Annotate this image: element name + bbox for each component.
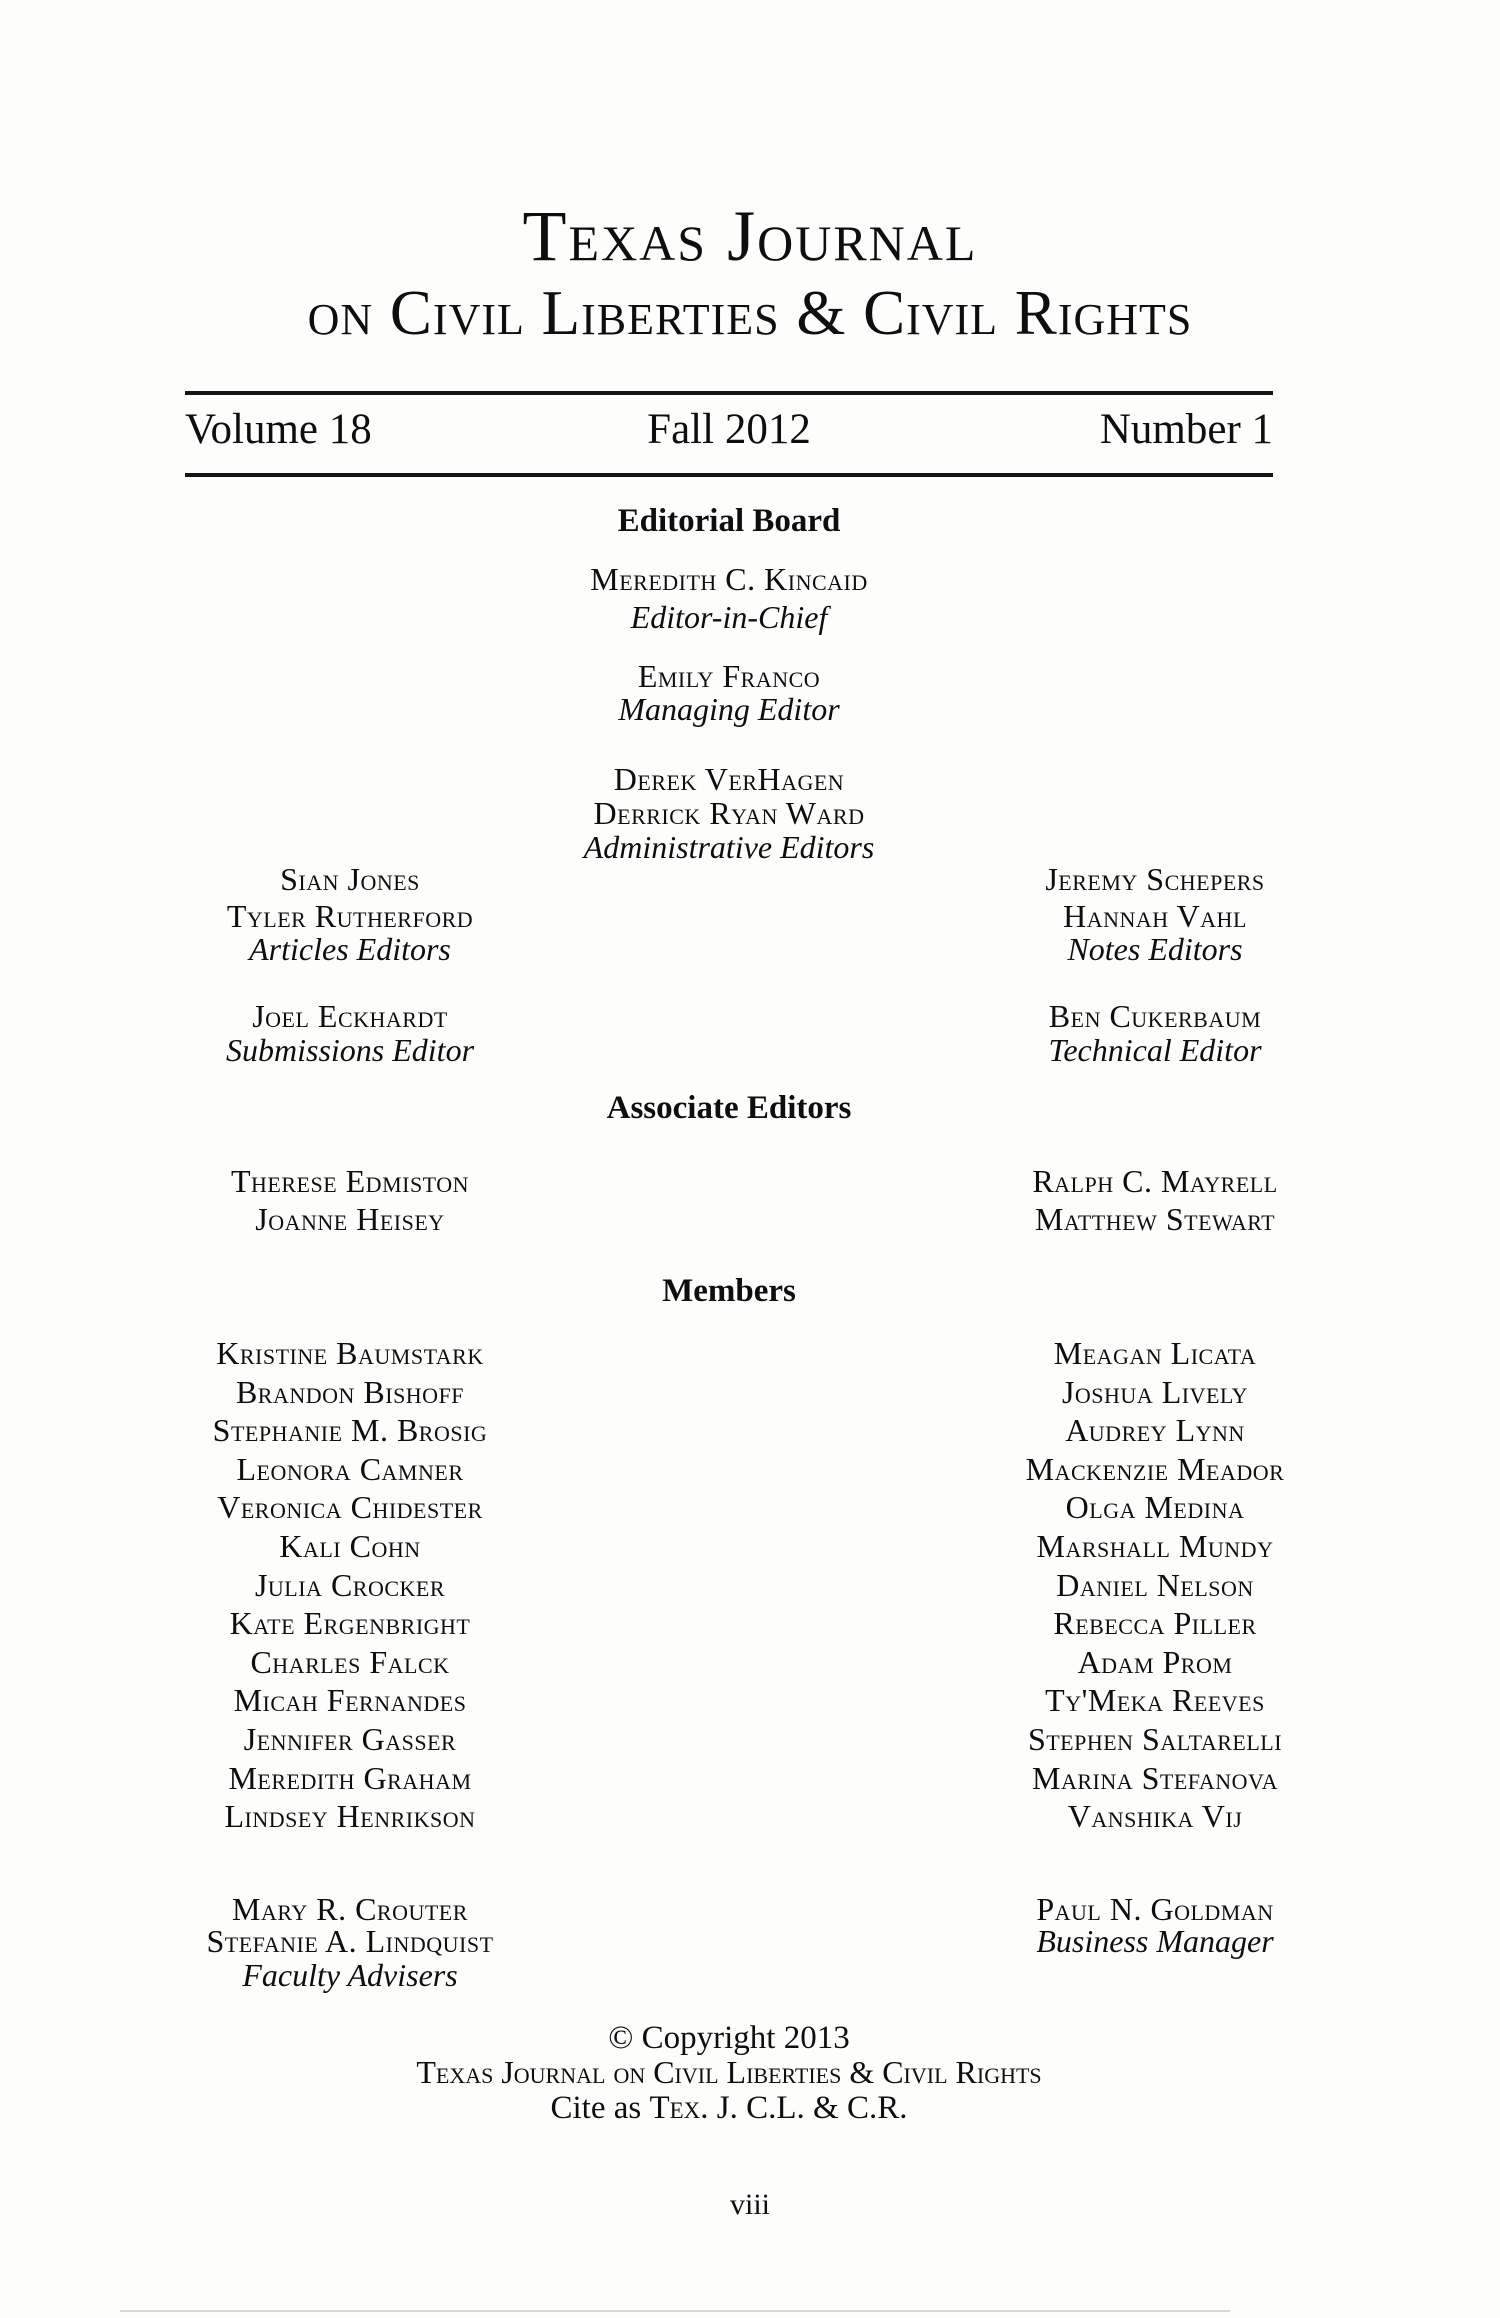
member-name: Julia Crocker xyxy=(254,1566,446,1603)
journal-title-line1: Texas Journal xyxy=(522,196,978,276)
member-name: Rebecca Piller xyxy=(1053,1605,1257,1642)
member-name: Leonora Camner xyxy=(236,1450,464,1487)
issue-bar-top-rule xyxy=(185,391,1273,395)
member-name: Vanshika Vij xyxy=(1067,1798,1243,1835)
member-name: Jennifer Gasser xyxy=(243,1720,457,1757)
members-right-column xyxy=(990,1334,1320,1836)
business-manager-name: Paul N. Goldman xyxy=(1036,1891,1274,1927)
member-name: Kate Ergenbright xyxy=(229,1605,471,1642)
journal-title-line2: on Civil Liberties & Civil Rights xyxy=(307,278,1193,348)
submissions-editor-name: Joel Eckhardt xyxy=(252,998,448,1034)
business-manager-role: Business Manager xyxy=(1036,1923,1274,1959)
member-name: Lindsey Henrikson xyxy=(224,1798,476,1835)
managing-editor-name: Emily Franco xyxy=(637,658,821,694)
citation-suffix: J. C.L. & C.R. xyxy=(708,2090,908,2126)
administrative-editors-role: Administrative Editors xyxy=(583,829,875,865)
member-name: Veronica Chidester xyxy=(217,1489,483,1526)
copyright-journal-name: Texas Journal on Civil Liberties & Civil Rights xyxy=(416,2054,1042,2090)
managing-editor-role: Managing Editor xyxy=(618,691,840,727)
member-name: Joshua Lively xyxy=(1061,1373,1249,1410)
member-name: Daniel Nelson xyxy=(1056,1566,1254,1603)
articles-editor-name: Sian Jones xyxy=(280,861,420,897)
notes-editor-name: Hannah Vahl xyxy=(1063,898,1247,934)
citation-prefix: Cite as xyxy=(550,2090,650,2126)
citation-line xyxy=(185,2090,1273,2126)
page-number: viii xyxy=(729,2188,770,2221)
articles-editor-name: Tyler Rutherford xyxy=(226,898,474,934)
members-left-column xyxy=(185,1334,515,1836)
member-name: Stephanie M. Brosig xyxy=(212,1412,488,1449)
member-name: Kali Cohn xyxy=(279,1527,421,1564)
member-name: Marina Stefanova xyxy=(1032,1759,1278,1796)
member-name: Marshall Mundy xyxy=(1036,1527,1274,1564)
technical-editor-name: Ben Cukerbaum xyxy=(1048,998,1262,1034)
issue-bar xyxy=(185,400,1273,460)
editor-in-chief-name: Meredith C. Kincaid xyxy=(590,561,868,597)
number-label: Number 1 xyxy=(1099,406,1274,453)
member-name: Ty'Meka Reeves xyxy=(1045,1682,1265,1719)
administrative-editor-name: Derrick Ryan Ward xyxy=(593,795,865,831)
associate-editor-name: Joanne Heisey xyxy=(255,1201,445,1237)
member-name: Audrey Lynn xyxy=(1065,1412,1245,1449)
technical-editor-role: Technical Editor xyxy=(1048,1032,1262,1068)
issue-bar-bottom-rule xyxy=(185,473,1273,477)
member-name: Mackenzie Meador xyxy=(1025,1450,1285,1487)
associate-editor-name: Therese Edmiston xyxy=(230,1163,470,1199)
administrative-editor-name: Derek VerHagen xyxy=(613,761,845,797)
editor-in-chief-role: Editor-in-Chief xyxy=(630,599,828,635)
member-name: Kristine Baumstark xyxy=(216,1335,484,1371)
associate-editor-name: Matthew Stewart xyxy=(1034,1201,1276,1237)
associate-editors-heading: Associate Editors xyxy=(606,1090,852,1126)
notes-editor-name: Jeremy Schepers xyxy=(1045,861,1265,897)
articles-editors-role: Articles Editors xyxy=(249,931,451,967)
member-name: Olga Medina xyxy=(1065,1489,1245,1526)
editorial-board-heading: Editorial Board xyxy=(617,503,841,539)
faculty-advisers-role: Faculty Advisers xyxy=(242,1957,458,1993)
citation-reporter: Tex. xyxy=(649,2090,709,2126)
member-name: Adam Prom xyxy=(1077,1643,1233,1680)
scan-artifact-line xyxy=(120,2310,1230,2312)
members-heading: Members xyxy=(662,1273,796,1309)
member-name: Meredith Graham xyxy=(228,1759,472,1796)
submissions-editor-role: Submissions Editor xyxy=(225,1032,475,1068)
copyright-line: © Copyright 2013 xyxy=(608,2020,850,2056)
member-name: Micah Fernandes xyxy=(233,1682,467,1719)
member-name: Stephen Saltarelli xyxy=(1027,1720,1283,1757)
volume-label: Volume 18 xyxy=(185,406,372,453)
issue-date-label: Fall 2012 xyxy=(647,406,811,453)
faculty-adviser-name: Mary R. Crouter xyxy=(232,1891,468,1927)
notes-editors-role: Notes Editors xyxy=(1067,931,1243,967)
associate-editor-name: Ralph C. Mayrell xyxy=(1032,1163,1278,1199)
member-name: Brandon Bishoff xyxy=(235,1373,465,1410)
faculty-adviser-name: Stefanie A. Lindquist xyxy=(206,1923,494,1959)
member-name: Meagan Licata xyxy=(1053,1335,1257,1371)
member-name: Charles Falck xyxy=(250,1643,450,1680)
